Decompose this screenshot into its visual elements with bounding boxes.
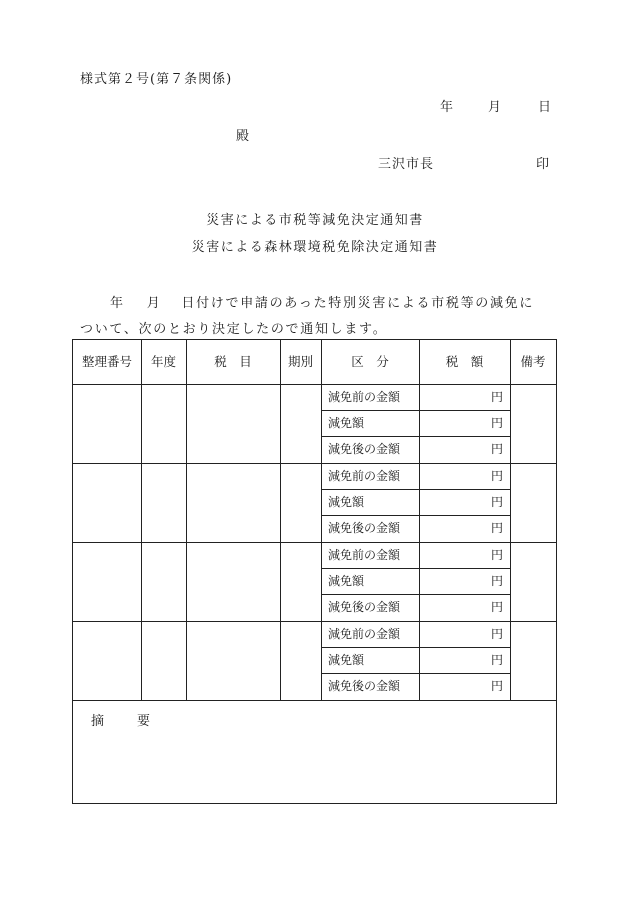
yen-unit: 円 [491,548,504,562]
date-day-label: 日 [538,100,552,115]
document-subtitle: 災害による森林環境税免除決定通知書 [191,240,439,255]
header-remarks: 備考 [520,354,546,369]
col-divider [141,340,142,701]
row-divider [73,384,556,385]
form-number: 様式第２号(第７条関係) [80,72,233,87]
seal-mark: 印 [536,157,550,172]
yen-unit: 円 [491,653,504,667]
category-cell: 減免後の金額 [328,679,401,693]
category-cell: 減免額 [328,495,365,509]
col-divider [510,340,511,701]
yen-unit: 円 [491,574,504,588]
row-divider [73,542,556,543]
header-fiscal-year: 年度 [150,354,176,369]
category-cell: 減免額 [328,574,365,588]
addressee-suffix: 殿 [236,129,250,144]
row-divider [73,621,556,622]
document-title: 災害による市税等減免決定通知書 [206,213,424,228]
category-cell: 減免後の金額 [328,442,401,456]
header-tax-amount: 税 額 [445,354,484,369]
reduction-table [72,339,557,804]
col-divider [186,340,187,701]
yen-unit: 円 [491,442,504,456]
summary-label: 摘 要 [91,714,161,729]
header-period: 期別 [287,354,313,369]
category-cell: 減免前の金額 [328,548,401,562]
header-category: 区 分 [351,354,389,369]
body-text-1: 日付けで申請のあった特別災害による市税等の減免に [181,296,535,311]
yen-unit: 円 [491,416,504,430]
row-divider [73,700,556,701]
body-line-2: ついて、次のとおり決定したので通知します。 [80,322,388,337]
category-cell: 減免額 [328,416,365,430]
row-divider [73,463,556,464]
body-line-1 [80,292,534,311]
header-ref-no: 整理番号 [81,354,132,369]
category-cell: 減免前の金額 [328,469,401,483]
date-year-label: 年 [440,100,454,115]
body-month: 月 [146,296,162,311]
yen-unit: 円 [491,679,504,693]
yen-unit: 円 [491,390,504,404]
yen-unit: 円 [491,600,504,614]
yen-unit: 円 [491,521,504,535]
yen-unit: 円 [491,469,504,483]
category-cell: 減免後の金額 [328,600,401,614]
category-cell: 減免後の金額 [328,521,401,535]
body-year: 年 [110,296,125,311]
yen-unit: 円 [491,495,504,509]
yen-unit: 円 [491,627,504,641]
date-month-label: 月 [488,100,502,115]
category-cell: 減免額 [328,653,365,667]
issuer-name: 三沢市長 [378,157,435,172]
category-cell: 減免前の金額 [328,627,401,641]
category-cell: 減免前の金額 [328,390,401,404]
col-divider [280,340,281,701]
header-tax-item: 税 目 [214,354,252,369]
